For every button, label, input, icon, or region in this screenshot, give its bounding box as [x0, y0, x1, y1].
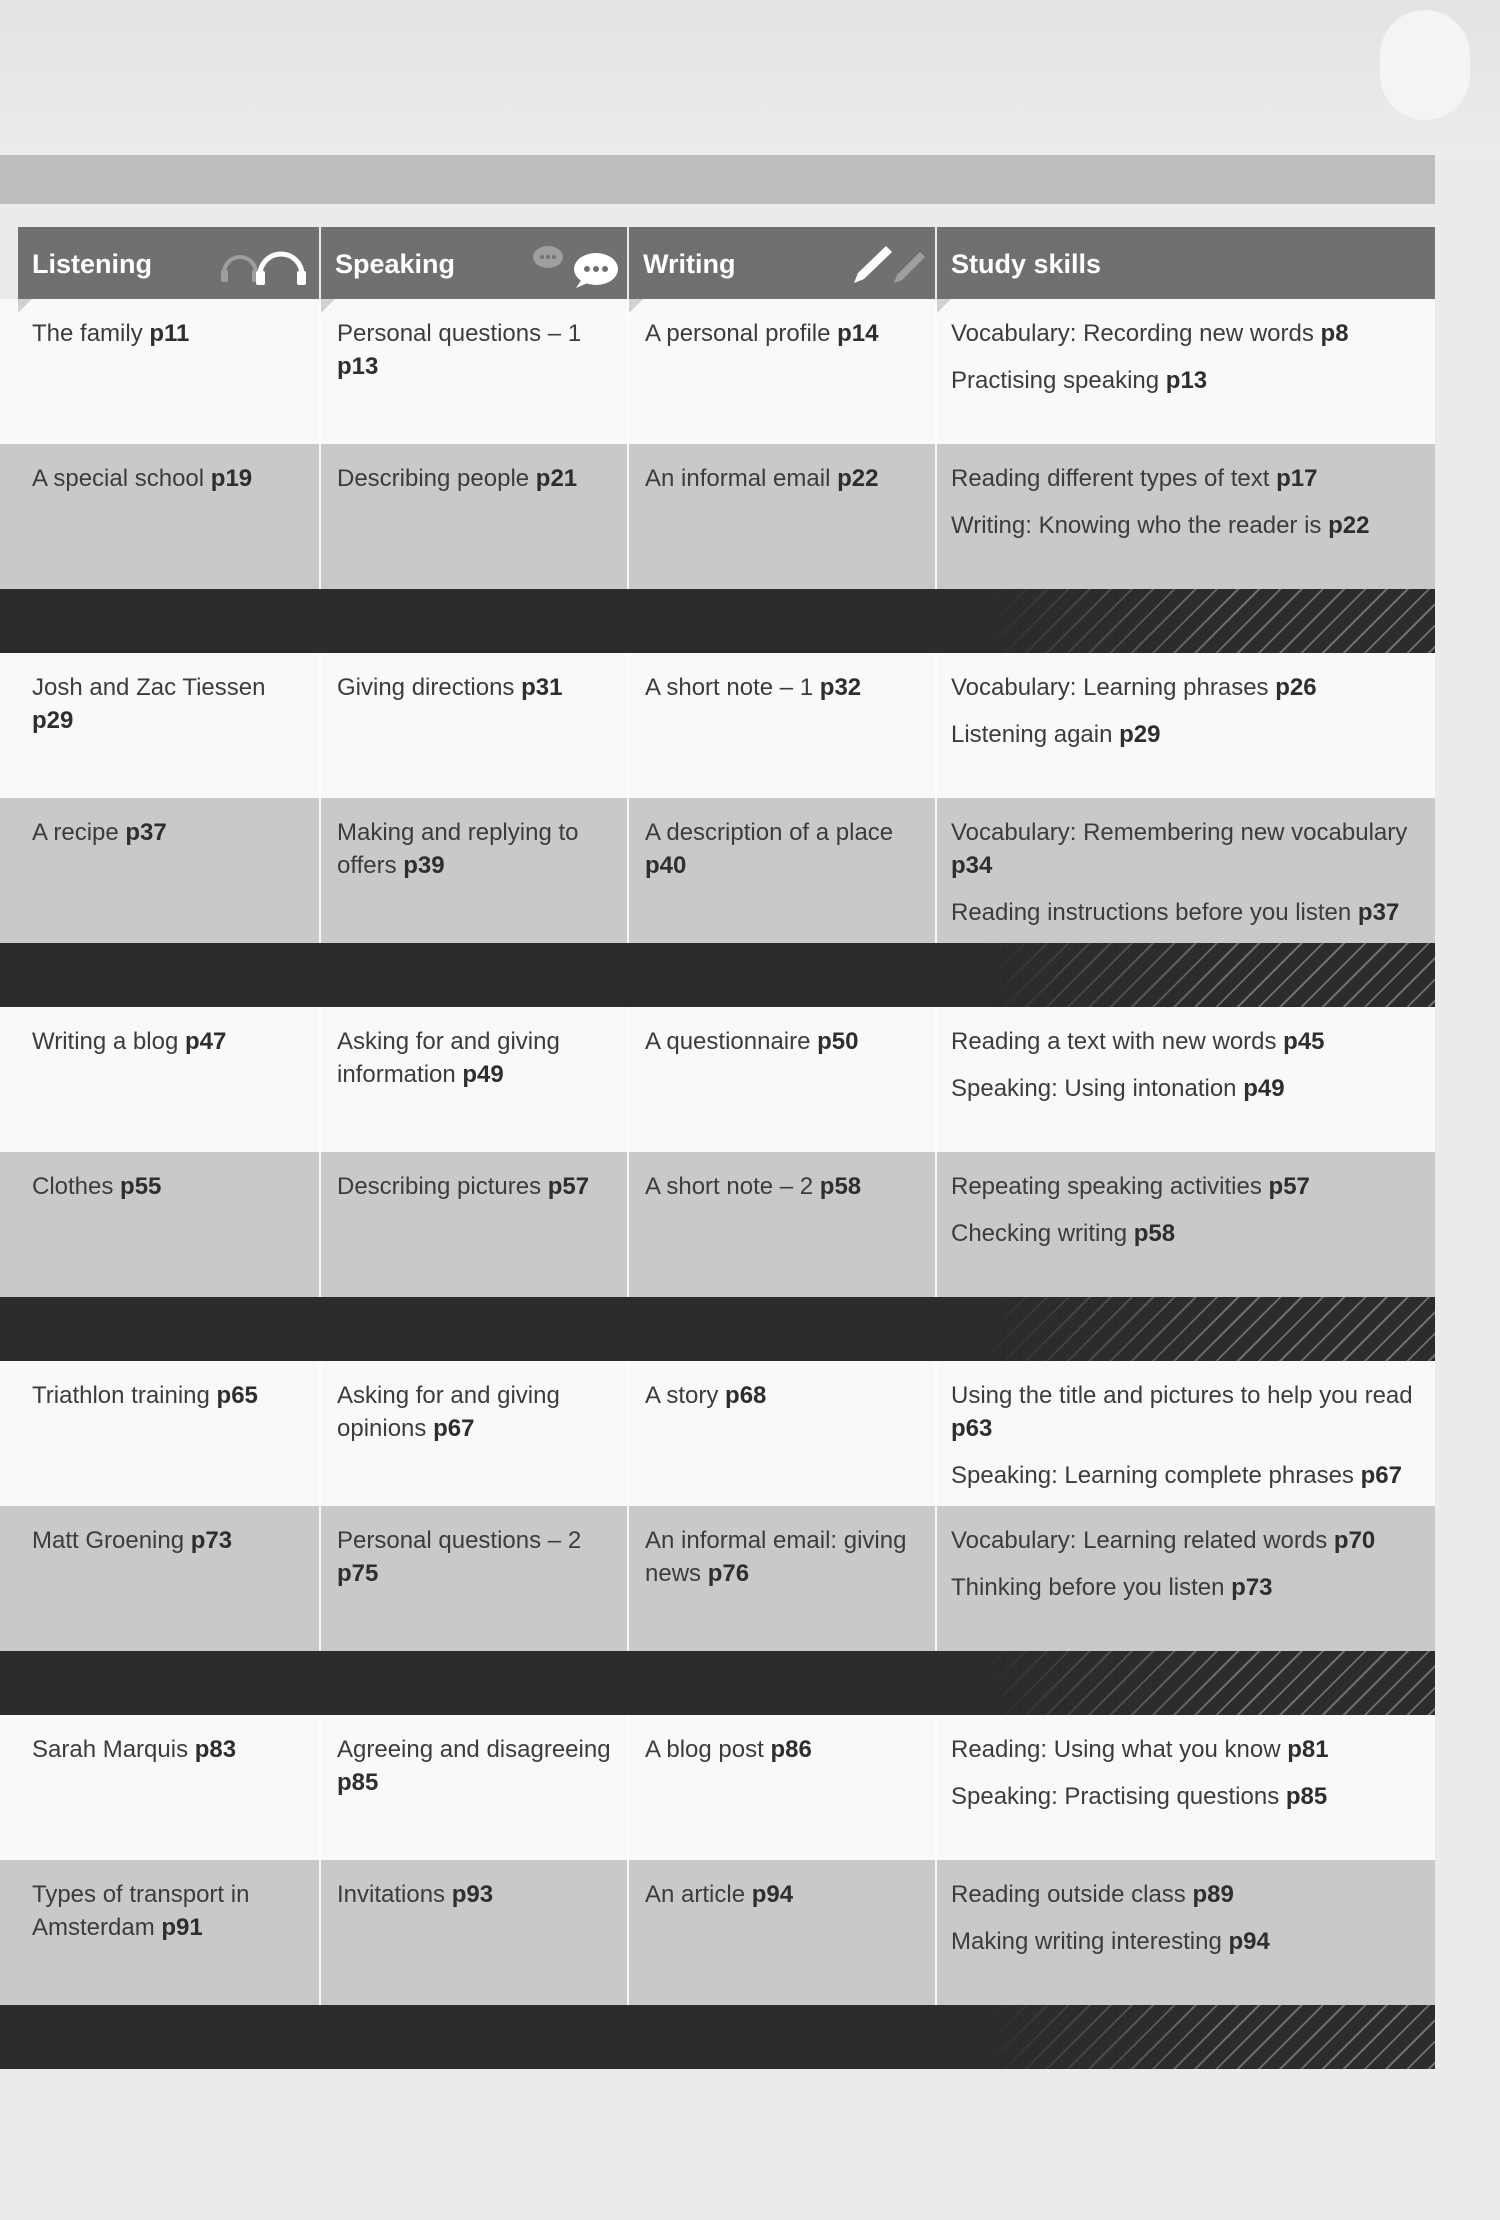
- entry-text: Speaking: Using intonation: [951, 1075, 1244, 1102]
- table-cell: [18, 299, 321, 444]
- entry-line: [951, 1925, 1427, 1958]
- entry-text: Josh and Zac Tiessen: [32, 674, 266, 701]
- entry-line: [951, 509, 1427, 542]
- page-reference: p8: [1320, 320, 1349, 347]
- hatch-pattern: [985, 2005, 1435, 2069]
- entry-text: A personal profile: [645, 320, 838, 347]
- table-cell: [937, 1860, 1435, 2005]
- entry-line: [32, 1170, 309, 1203]
- table-row: [0, 1361, 1435, 1506]
- entry-text: Checking writing: [951, 1220, 1134, 1247]
- entry-line: [32, 671, 309, 737]
- page-reference: p76: [707, 1560, 750, 1587]
- table-cell: [937, 798, 1435, 943]
- entry-line: [337, 1025, 615, 1091]
- table-cell: [321, 1715, 629, 1860]
- table-cell: [321, 1506, 629, 1651]
- entry-text: Thinking before you listen: [951, 1574, 1232, 1601]
- page-reference: p32: [819, 674, 862, 701]
- entry-text: A blog post: [645, 1736, 771, 1763]
- entry-text: Listening again: [951, 721, 1120, 748]
- entry-line: [951, 364, 1427, 397]
- header-study-skills: [937, 227, 1435, 299]
- unit-badge-watermark: [1380, 10, 1470, 120]
- page-reference: p39: [403, 852, 445, 879]
- page-reference: p21: [535, 465, 578, 492]
- entry-text: A description of a place: [645, 819, 894, 846]
- entry-line: [645, 816, 923, 882]
- entry-text: Reading different types of text: [951, 465, 1277, 492]
- entry-line: [32, 1524, 309, 1557]
- top-area: [0, 0, 1500, 155]
- entry-line: [951, 1524, 1427, 1557]
- entry-line: [645, 1878, 923, 1911]
- page-reference: p67: [1360, 1462, 1402, 1489]
- page-reference: p37: [125, 819, 167, 846]
- entry-text: Describing pictures: [337, 1173, 548, 1200]
- entry-text: Making writing interesting: [951, 1928, 1229, 1955]
- entry-line: [337, 1170, 615, 1203]
- entry-line: [337, 1878, 615, 1911]
- header-label: Writing: [643, 249, 736, 279]
- entry-text: A recipe: [32, 819, 126, 846]
- entry-text: Writing a blog: [32, 1028, 185, 1055]
- page-reference: p31: [521, 674, 563, 701]
- table-cell: [321, 798, 629, 943]
- page-reference: p19: [210, 465, 253, 492]
- entry-text: Invitations: [337, 1881, 452, 1908]
- entry-text: Speaking: Practising questions: [951, 1783, 1286, 1810]
- table-cell: [937, 299, 1435, 444]
- entry-line: [337, 462, 615, 495]
- entry-line: [951, 1733, 1427, 1766]
- entry-text: Clothes: [32, 1173, 121, 1200]
- unit-separator-band: [0, 1297, 1435, 1361]
- header-listening: [18, 227, 319, 299]
- entry-text: A short note – 1: [645, 674, 820, 701]
- header-label: Listening: [32, 249, 152, 279]
- entry-line: [951, 718, 1427, 751]
- table-cell: [629, 653, 937, 798]
- page-reference: p94: [751, 1881, 794, 1908]
- entry-line: [337, 671, 615, 704]
- speech-bubble-icon: [526, 243, 621, 289]
- page-reference: p49: [1243, 1075, 1285, 1102]
- entry-line: [32, 1733, 309, 1766]
- entry-line: [645, 1379, 923, 1412]
- table-cell: [629, 1506, 937, 1651]
- entry-text: Practising speaking: [951, 367, 1166, 394]
- page-reference: p29: [32, 707, 74, 734]
- page-reference: p75: [337, 1560, 379, 1587]
- page-reference: p55: [120, 1173, 162, 1200]
- entry-text: Matt Groening: [32, 1527, 191, 1554]
- table-cell: [18, 1860, 321, 2005]
- header-row: [0, 227, 1435, 299]
- entry-text: Asking for and giving information: [337, 1028, 560, 1088]
- table-row: [0, 1715, 1435, 1860]
- page-reference: p22: [1328, 512, 1370, 539]
- entry-line: [951, 1780, 1427, 1813]
- table-cell: [629, 444, 937, 589]
- entry-line: [951, 816, 1427, 882]
- entry-line: [337, 1379, 615, 1445]
- page-reference: p11: [149, 320, 190, 347]
- page-reference: p67: [433, 1415, 475, 1442]
- hatch-pattern: [985, 943, 1435, 1007]
- entry-line: [951, 1571, 1427, 1604]
- entry-text: A special school: [32, 465, 211, 492]
- page-reference: p57: [547, 1173, 590, 1200]
- table-cell: [937, 1506, 1435, 1651]
- table-cell: [18, 1007, 321, 1152]
- entry-text: An informal email: [645, 465, 838, 492]
- table-cell: [321, 444, 629, 589]
- table-row: [0, 299, 1435, 444]
- page-reference: p47: [184, 1028, 227, 1055]
- table-cell: [321, 1007, 629, 1152]
- entry-text: Speaking: Learning complete phrases: [951, 1462, 1361, 1489]
- table-cell: [629, 299, 937, 444]
- page-reference: p89: [1192, 1881, 1234, 1908]
- table-row: [0, 1007, 1435, 1152]
- page-reference: p94: [1228, 1928, 1270, 1955]
- page-reference: p26: [1275, 674, 1317, 701]
- entry-text: Personal questions – 1: [337, 320, 582, 347]
- page-reference: p70: [1333, 1527, 1376, 1554]
- page-reference: p63: [951, 1415, 993, 1442]
- entry-text: A short note – 2: [645, 1173, 820, 1200]
- entry-line: [645, 1733, 923, 1766]
- entry-text: An article: [645, 1881, 752, 1908]
- hatch-pattern: [985, 1297, 1435, 1361]
- entry-text: Repeating speaking activities: [951, 1173, 1269, 1200]
- page-reference: p85: [337, 1769, 379, 1796]
- entry-line: [645, 1524, 923, 1590]
- table-cell: [937, 653, 1435, 798]
- entry-text: Asking for and giving opinions: [337, 1382, 560, 1442]
- entry-line: [951, 1025, 1427, 1058]
- entry-text: Describing people: [337, 465, 536, 492]
- table-cell: [629, 1361, 937, 1506]
- hatch-pattern: [985, 589, 1435, 653]
- unit-separator-band: [0, 589, 1435, 653]
- pencil-icon: [844, 243, 929, 287]
- entry-line: [32, 1025, 309, 1058]
- entry-line: [951, 1459, 1427, 1492]
- table-cell: [321, 1361, 629, 1506]
- header-label: Speaking: [335, 249, 456, 279]
- unit-separator-band: [0, 1651, 1435, 1715]
- unit-separator-band: [0, 943, 1435, 1007]
- table-row: [0, 653, 1435, 798]
- page-reference: p65: [216, 1382, 258, 1409]
- entry-text: Vocabulary: Learning phrases: [951, 674, 1276, 701]
- page-reference: p93: [451, 1881, 494, 1908]
- page-reference: p34: [951, 852, 993, 879]
- table-cell: [321, 299, 629, 444]
- hatch-pattern: [985, 1651, 1435, 1715]
- entry-line: [32, 816, 309, 849]
- table-cell: [18, 798, 321, 943]
- table-body: [0, 299, 1435, 2069]
- table-cell: [18, 1715, 321, 1860]
- entry-line: [951, 1878, 1427, 1911]
- page-reference: p50: [817, 1028, 859, 1055]
- entry-text: Reading: Using what you know: [951, 1736, 1288, 1763]
- table-cell: [629, 1860, 937, 2005]
- entry-text: An informal email: giving news: [645, 1527, 907, 1587]
- entry-line: [645, 1170, 923, 1203]
- page-reference: p81: [1287, 1736, 1329, 1763]
- table-cell: [18, 653, 321, 798]
- entry-line: [32, 1878, 309, 1944]
- entry-line: [337, 317, 615, 383]
- entry-line: [645, 671, 923, 704]
- entry-text: Types of transport in Amsterdam: [32, 1881, 250, 1941]
- entry-text: Vocabulary: Recording new words: [951, 320, 1321, 347]
- entry-line: [951, 896, 1427, 929]
- page-reference: p57: [1268, 1173, 1310, 1200]
- page-reference: p58: [1133, 1220, 1176, 1247]
- page-reference: p58: [819, 1173, 862, 1200]
- table-cell: [18, 444, 321, 589]
- entry-line: [951, 462, 1427, 495]
- table-cell: [629, 1715, 937, 1860]
- page-reference: p49: [462, 1061, 504, 1088]
- headphones-icon: [218, 243, 308, 285]
- table-cell: [321, 653, 629, 798]
- top-band: [0, 155, 1435, 204]
- table-cell: [937, 1715, 1435, 1860]
- table-cell: [629, 1007, 937, 1152]
- table-cell: [629, 1152, 937, 1297]
- table-row: [0, 1860, 1435, 2005]
- page-reference: p68: [725, 1382, 767, 1409]
- table-cell: [18, 1506, 321, 1651]
- contents-table: [0, 227, 1435, 2069]
- table-cell: [321, 1860, 629, 2005]
- unit-separator-band: [0, 2005, 1435, 2069]
- page-reference: p22: [837, 465, 879, 492]
- page-reference: p13: [337, 353, 379, 380]
- header-label: Study skills: [951, 249, 1102, 279]
- page-reference: p45: [1283, 1028, 1325, 1055]
- page-reference: p40: [645, 852, 687, 879]
- entry-line: [32, 317, 309, 350]
- page-reference: p85: [1285, 1783, 1328, 1810]
- table-row: [0, 444, 1435, 589]
- entry-line: [951, 1170, 1427, 1203]
- entry-text: The family: [32, 320, 150, 347]
- table-cell: [937, 1361, 1435, 1506]
- entry-text: A story: [645, 1382, 726, 1409]
- page-reference: p17: [1276, 465, 1318, 492]
- page-reference: p91: [161, 1914, 203, 1941]
- table-cell: [321, 1152, 629, 1297]
- entry-text: Vocabulary: Learning related words: [951, 1527, 1334, 1554]
- entry-line: [645, 462, 923, 495]
- page-reference: p86: [770, 1736, 812, 1763]
- entry-text: Vocabulary: Remembering new vocabulary: [951, 819, 1408, 846]
- entry-line: [337, 816, 615, 882]
- table-row: [0, 798, 1435, 943]
- page-reference: p37: [1357, 899, 1400, 926]
- table-cell: [937, 1152, 1435, 1297]
- entry-line: [337, 1524, 615, 1590]
- table-cell: [629, 798, 937, 943]
- table-row: [0, 1506, 1435, 1651]
- entry-text: Personal questions – 2: [337, 1527, 582, 1554]
- table-cell: [18, 1152, 321, 1297]
- entry-text: Agreeing and disagreeing: [337, 1736, 611, 1763]
- entry-text: Making and replying to offers: [337, 819, 579, 879]
- entry-text: Reading instructions before you listen: [951, 899, 1358, 926]
- entry-line: [951, 1072, 1427, 1105]
- page-reference: p14: [837, 320, 879, 347]
- entry-line: [951, 671, 1427, 704]
- entry-text: Reading a text with new words: [951, 1028, 1284, 1055]
- page-reference: p29: [1119, 721, 1161, 748]
- entry-line: [951, 317, 1427, 350]
- header-writing: [629, 227, 935, 299]
- page-reference: p73: [190, 1527, 233, 1554]
- header-speaking: [321, 227, 627, 299]
- entry-line: [32, 462, 309, 495]
- table-cell: [937, 1007, 1435, 1152]
- table-row: [0, 1152, 1435, 1297]
- entry-text: Sarah Marquis: [32, 1736, 195, 1763]
- entry-text: Writing: Knowing who the reader is: [951, 512, 1329, 539]
- table-cell: [937, 444, 1435, 589]
- entry-line: [951, 1217, 1427, 1250]
- entry-line: [951, 1379, 1427, 1445]
- entry-text: Using the title and pictures to help you read: [951, 1382, 1413, 1409]
- entry-text: A questionnaire: [645, 1028, 818, 1055]
- page-reference: p83: [194, 1736, 237, 1763]
- entry-text: Reading outside class: [951, 1881, 1193, 1908]
- entry-line: [32, 1379, 309, 1412]
- entry-text: Giving directions: [337, 674, 522, 701]
- table-cell: [18, 1361, 321, 1506]
- page-reference: p13: [1165, 367, 1208, 394]
- entry-line: [645, 1025, 923, 1058]
- entry-line: [337, 1733, 615, 1799]
- entry-text: Triathlon training: [32, 1382, 217, 1409]
- entry-line: [645, 317, 923, 350]
- page-reference: p73: [1231, 1574, 1273, 1601]
